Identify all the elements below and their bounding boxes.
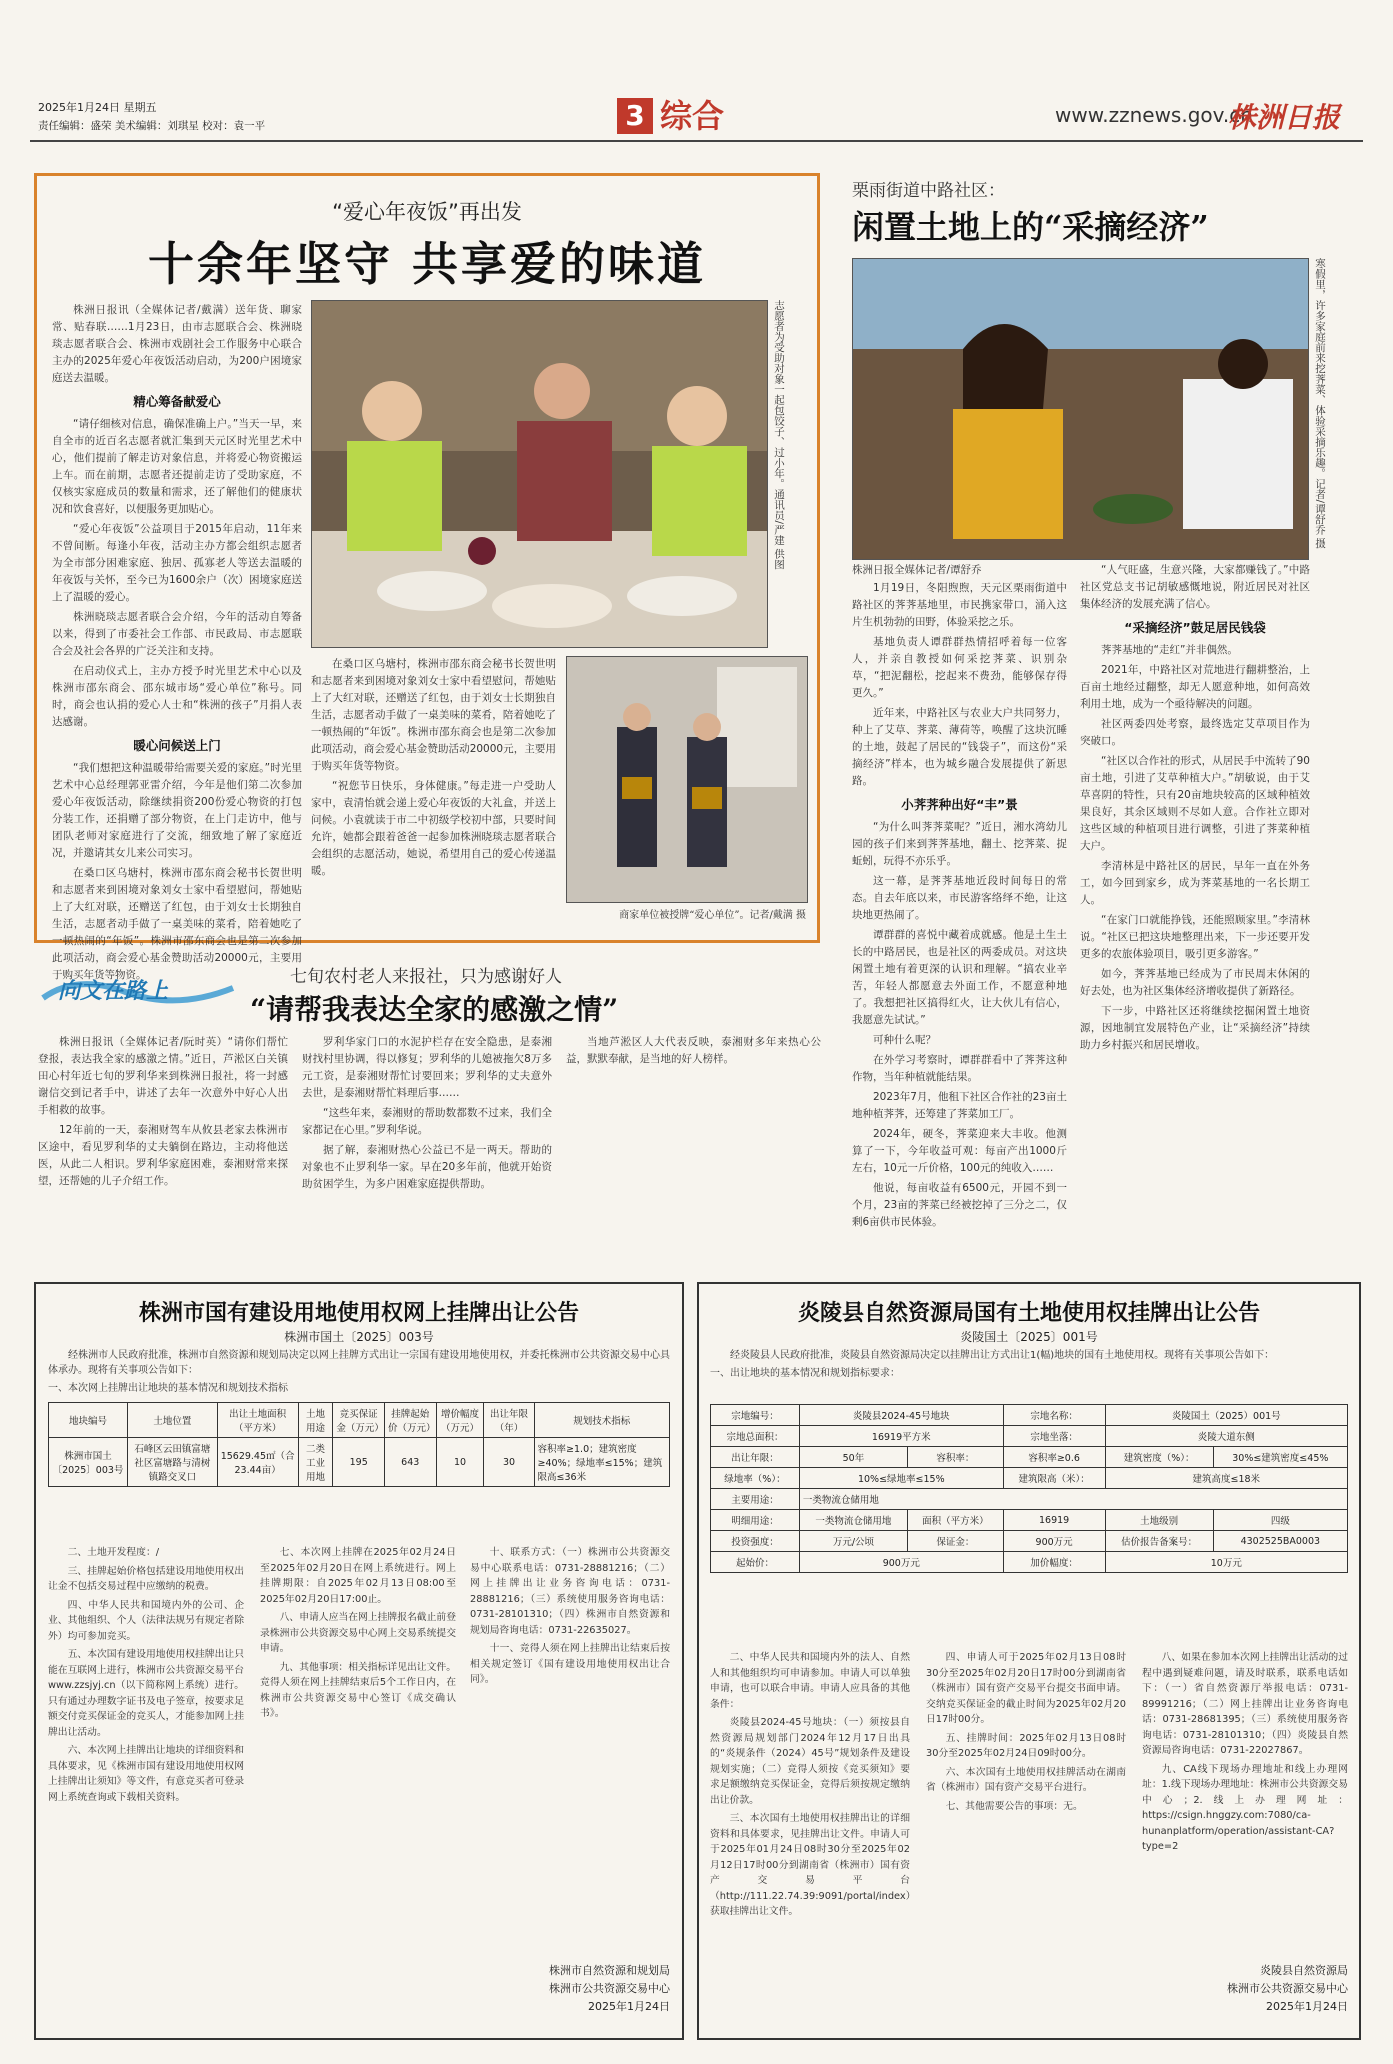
table-cell: 土地级别 — [1105, 1510, 1213, 1531]
table-header-row — [49, 1403, 670, 1438]
table-cell: 一类物流仓储用地 — [799, 1510, 907, 1531]
section-title: 综合 — [660, 97, 725, 135]
notice1-column-1 — [48, 1545, 244, 1975]
notice2-clause: 七、其他需要公告的事项：无。 — [945, 1800, 1083, 1812]
story3-badge — [38, 968, 238, 1010]
table-cell: 四级 — [1213, 1510, 1347, 1531]
table-cell: 主要用途： — [711, 1489, 800, 1510]
notice1-intro-text: 经株洲市人民政府批准，株洲市自然资源和规划局决定以网上挂牌方式出让一宗国有建设用地使用权，并委托株洲市公共资源交易中心具体承办。现将有关事项公告如下： — [48, 1350, 670, 1376]
notice2-column-1 — [710, 1650, 916, 2020]
notice1-column-2 — [260, 1545, 456, 2015]
award-photo-illustration — [567, 657, 807, 902]
story1-paragraph: “祝您节日快乐，身体健康。”每走进一户受助人家中，袁清怡就会递上爱心年夜饭的大礼盒，并送上问候。小袁就读于市二中初级学校初中部，只要时间允许，她都会跟着爸爸一起参加株洲晓琰志愿者联合会组织的志愿活动，她说，希望用自己的爱心传递温暖。 — [311, 780, 556, 877]
story2-kicker: 栗雨街道中路社区： — [852, 181, 1005, 201]
table-header-cell: 出让土地面积（平方米） — [217, 1403, 298, 1438]
notice1-signature — [470, 1962, 670, 2016]
story3-paragraph: 罗利华家门口的水泥护栏存在安全隐患，是泰湘财找村里协调，得以修复；罗利华的儿媳被拖欠8万多元工资，是泰湘财帮忙讨要回来；罗利华的丈夫意外去世，是泰湘财帮忙料理后事…… — [302, 1036, 552, 1099]
story3-headline: “请帮我表达全家的感激之情” — [250, 993, 619, 1026]
table-cell: 万元/公顷 — [799, 1531, 907, 1552]
table-row — [711, 1489, 1348, 1510]
header-rule — [30, 140, 1363, 142]
notice1-title: 株洲市国有建设用地使用权网上挂牌出让公告 — [138, 1301, 579, 1326]
website: www.zznews.gov.cn — [1055, 103, 1253, 127]
story1-subhead-1: 精心筹备献爱心 — [133, 394, 221, 409]
table-cell: 宗地总面积： — [711, 1426, 800, 1447]
story1-paragraph: 在桑口区乌塘村，株洲市邵东商会秘书长贺世明和志愿者来到困境对象刘女士家中看望慰问，帮她贴上了大红对联，还赠送了红包，由于刘女士长期独自生活，志愿者动手做了一桌美味的菜肴，陪着她吃了一顿热闹的“年饭”。株洲市邵东商会也是第二次参加此项活动，商会爱心基金赞助活动20000元，主要用于购买年货等物资。 — [52, 867, 302, 981]
table-cell: 株洲市国土〔2025〕003号 — [49, 1438, 128, 1487]
story1-paragraph: 在启动仪式上，主办方授予时光里艺术中心以及株洲市邵东商会、邵东城市场“爱心单位”称号。同时，商会也认捐的爱心人士和“株洲的孩子”月捐人表达感谢。 — [52, 665, 302, 728]
story2-paragraph: “为什么叫荠荠菜呢？”近日，湘水湾幼儿园的孩子们来到荠荠基地，翻土、挖荠菜、捉蚯蚓，玩得不亦乐乎。 — [852, 821, 1067, 867]
story1-paragraph: “请仔细核对信息，确保准确上户。”当天一早，来自全市的近百名志愿者就汇集到天元区时光里艺术中心，他们提前了解走访对象信息，并将爱心物资搬运上车。而在前期，志愿者还提前走访了受助家庭，不仅核实家庭成员的数量和需求，还了解他们的健康状况和饮食喜好，以便服务更加贴心。 — [52, 418, 302, 515]
story3-paragraph: “这些年来，泰湘财的帮助数都数不过来，我们全家都记在心里。”罗利华说。 — [302, 1107, 552, 1136]
story1-kicker: “爱心年夜饭”再出发 — [332, 200, 522, 224]
story2-paragraph: 这一幕，是荠荠基地近段时间每日的常态。自去年底以来，市民游客络绎不绝，让这块地更热闹了。 — [852, 875, 1067, 921]
table-cell: 30%≤建筑密度≤45% — [1213, 1447, 1347, 1468]
story3-paragraph: 株洲日报讯（全媒体记者/阮时英）“请你们帮忙登报，表达我全家的感激之情。”近日，芦淞区白关镇田心村年近七旬的罗利华来到株洲日报社，将一封感谢信交到记者手中，讲述了去年一次意外中好心人出手相救的故事。 — [38, 1036, 288, 1116]
notice1-clause: 二、土地开发程度：/ — [67, 1547, 160, 1558]
story2-paragraph: 可种什么呢？ — [873, 1034, 936, 1046]
notice1-column-3 — [470, 1545, 670, 1945]
story2-headline: 闲置土地上的“采摘经济” — [852, 208, 1209, 246]
table-header-cell: 竞买保证金（万元） — [333, 1403, 385, 1438]
story2-paragraph: “在家门口就能挣钱，还能照顾家里。”李清林说。“社区已把这块地整理出来，下一步还要开发更多的农旅体验项目，吸引更多游客。” — [1080, 914, 1310, 960]
notice2-clause: 六、本次国有土地使用权挂牌活动在湖南省（株洲市）国有资产交易平台进行。 — [926, 1766, 1126, 1793]
table-cell: 一类物流仓储用地 — [799, 1489, 1347, 1510]
story1-lead: 株洲日报讯（全媒体记者/戴满）送年货、聊家常、贴春联……1月23日，由市志愿联合会、株洲晓琰志愿者联合会、株洲市戏剧社会工作服务中心联合主办的2025年爱心年夜饭活动启动，为200户困境家庭送去温暖。 — [52, 304, 302, 384]
notice2-clause: 五、挂牌时间：2025年02月13日08时30分至2025年02月24日09时00分。 — [926, 1732, 1126, 1759]
table-cell: 炎陵国土（2025）001号 — [1105, 1405, 1347, 1426]
notice1-clause: 四、中华人民共和国境内外的公司、企业、其他组织、个人（法律法规另有规定者除外）均可参加竞买。 — [48, 1599, 244, 1642]
notice2-signature — [1142, 1962, 1348, 2016]
table-cell: 估价报告备案号： — [1105, 1531, 1213, 1552]
table-cell: 195 — [333, 1438, 385, 1487]
notice1-clause: 八、申请人应当在网上挂牌报名截止前登录株洲市公共资源交易中心网上交易系统提交申请。 — [260, 1612, 456, 1654]
story1-paragraph: 在桑口区乌塘村，株洲市邵东商会秘书长贺世明和志愿者来到困境对象刘女士家中看望慰问，帮她贴上了大红对联，还赠送了红包，由于刘女士长期独自生活，志愿者动手做了一桌美味的菜肴，陪着她吃了一顿热闹的“年饭”。株洲市邵东商会也是第二次参加此项活动，商会爱心基金赞助活动20000元，主要用于购买年货等物资。 — [311, 658, 556, 772]
story2-left-column — [852, 580, 1067, 1270]
story2-paragraph: 社区两委四处考察，最终选定艾草项目作为突破口。 — [1080, 718, 1310, 747]
table-cell: 容积率≥1.0；建筑密度≥40%；绿地率≤15%；建筑限高≤36米 — [534, 1438, 669, 1487]
notice1-clause: 十、联系方式：（一）株洲市公共资源交易中心联系电话：0731-28881216；（二）网上挂牌出让业务咨询电话：0731-28881216；（三）系统使用服务咨询电话：0731-28101310；（四）株洲市自然资源和规划局咨询电话：0731-22635027。 — [470, 1547, 670, 1636]
story2-paragraph: “社区以合作社的形式，从居民手中流转了90亩土地，引进了艾草种植大户。”胡敏说，由于艾草喜阴的特性，只有20亩地块较高的区域种植效果良好，其余区域则不尽如人意。合作社立即对这些区域的种植项目进行调整，引进了荠菜种植大户。 — [1080, 755, 1310, 852]
story1-photo-dinner — [311, 300, 768, 648]
story3-paragraph: 当地芦淞区人大代表反映，泰湘财多年来热心公益，默默奉献，是当地的好人榜样。 — [566, 1036, 821, 1065]
notice2-column-2 — [926, 1650, 1126, 2020]
story3-column-3 — [566, 1034, 821, 1264]
notice2-column-3 — [1142, 1650, 1348, 1960]
notice2-intro-text: 经炎陵县人民政府批准，炎陵县自然资源局决定以挂牌出让方式出让1(幅)地块的国有土地使用权。现将有关事项公告如下： — [730, 1350, 1275, 1361]
table-header-cell: 土地位置 — [128, 1403, 218, 1438]
story3-paragraph: 12年前的一天，泰湘财驾车从攸县老家去株洲市区途中，看见罗利华的丈夫躺倒在路边，主动将他送医，从此二人相识。罗利华家庭困难，泰湘财常来探望，还帮她的儿子介绍工作。 — [38, 1124, 288, 1187]
story2-paragraph: 2023年7月，他租下社区合作社的23亩土地种植荠荠，还筹建了荠菜加工厂。 — [852, 1091, 1067, 1120]
story2-paragraph: “人气旺盛，生意兴隆，大家都赚钱了。”中路社区党总支书记胡敏感慨地说，附近居民对社区集体经济的发展充满了信心。 — [1080, 564, 1310, 610]
page-number: 3 — [617, 98, 653, 134]
table-cell: 保证金： — [907, 1531, 1003, 1552]
story2-paragraph: 下一步，中路社区还将继续挖掘闲置土地资源，因地制宜发展特色产业，让“采摘经济”持续助力乡村振兴和居民增收。 — [1080, 1005, 1310, 1051]
table-cell: 面积（平方米） — [907, 1510, 1003, 1531]
story2-paragraph: 1月19日，冬阳煦煦，天元区栗雨街道中路社区的荠荠基地里，市民携家带口，涌入这片生机勃勃的田野，体验采挖之乐。 — [852, 582, 1067, 628]
notice1-section1: 一、本次网上挂牌出让地块的基本情况和规划技术指标 — [48, 1383, 288, 1394]
table-cell: 建筑高度≤18米 — [1105, 1468, 1347, 1489]
notice2-intro — [710, 1348, 1348, 1404]
table-cell: 石峰区云田镇富塘社区富塘路与清树镇路交叉口 — [128, 1438, 218, 1487]
notice2-clause: 二、中华人民共和国境内外的法人、自然人和其他组织均可申请参加。申请人可以单独申请，也可以联合申请。申请人应具备的其他条件： — [710, 1652, 910, 1710]
notice1-clause: 七、本次网上挂牌在2025年02月24日至2025年02月20日在网上系统进行。网上挂牌期限：自2025年02月13日08:00至2025年02月20日17:00止。 — [260, 1547, 456, 1605]
story2-photo-harvest — [852, 258, 1309, 560]
table-cell: 10万元 — [1105, 1552, 1347, 1573]
story1-left-column — [52, 302, 302, 981]
table-cell: 10 — [436, 1438, 484, 1487]
table-header-cell: 规划技术指标 — [534, 1403, 669, 1438]
story2-paragraph: 在外学习考察时，谭群群看中了荠荠这种作物，当年种植就能结果。 — [852, 1054, 1067, 1083]
notice2-clause: 三、本次国有土地使用权挂牌出让的详细资料和具体要求，见挂牌出让文件。申请人可于2025年01月24日08时30分至2025年02月12日17时00分到湖南省（株洲市）国有资产交易平台（http://111.22.74.39:9091/portal/index）获取挂牌出让文件。 — [710, 1813, 916, 1917]
story3-column-1 — [38, 1034, 288, 1264]
table-cell: 容积率≥0.6 — [1003, 1447, 1105, 1468]
harvest-photo-illustration — [853, 259, 1308, 559]
table-cell: 炎陵大道东侧 — [1105, 1426, 1347, 1447]
notice2-clause: 四、申请人可于2025年02月13日08时30分至2025年02月20日17时00分到湖南省（株洲市）国有资产交易平台提交书面申请。交纳竞买保证金的截止时间为2025年02月20日17时00分。 — [926, 1652, 1126, 1725]
notice2-table — [710, 1404, 1348, 1573]
notice2-title: 炎陵县自然资源局国有土地使用权挂牌出让公告 — [797, 1301, 1260, 1326]
story1-subhead-2: 暖心问候送上门 — [133, 738, 221, 753]
notice2-section1: 一、出让地块的基本情况和规划指标要求： — [710, 1368, 900, 1379]
masthead-logo: 株洲日报 — [1228, 101, 1341, 134]
story2-paragraph: 2024年，硬冬，荠菜迎来大丰收。他测算了一下，今年收益可观：每亩产出1000斤左右，10元一斤价格，100元的纯收入…… — [852, 1128, 1067, 1174]
story2-subhead-1: 小荠荠种出好“丰”景 — [901, 797, 1018, 812]
table-cell: 4302525BA0003 — [1213, 1531, 1347, 1552]
story2-subhead-2: “采摘经济”鼓足居民钱袋 — [1124, 620, 1266, 635]
notice1-clause: 五、本次国有建设用地使用权挂牌出让只能在互联网上进行，株洲市公共资源交易平台www.zzsjyj.cn（以下简称网上系统）进行。只有通过办理数字证书及电子签章，按要求足额交付竞买保证金的竞买人，才能参加网上挂牌出让活动。 — [48, 1649, 244, 1738]
date-line: 2025年1月24日 星期五 — [38, 101, 157, 114]
story1-paragraph: 株洲晓琰志愿者联合会介绍，今年的活动自筹备以来，得到了市委社会工作部、市民政局、市志愿联合会及社会各界的广泛关注和支持。 — [52, 611, 302, 657]
table-header-cell: 出让年限（年） — [484, 1403, 534, 1438]
story2-paragraph: 他说，每亩收益有6500元，开园不到一个月，23亩的荠菜已经被挖掉了三分之二，仅剩6亩供市民体验。 — [852, 1182, 1067, 1228]
story1-photo2-caption: 商家单位被授牌“爱心单位”。记者/戴满 摄 — [619, 910, 806, 921]
table-cell: 900万元 — [799, 1552, 1003, 1573]
notice1-clause: 三、挂牌起始价格包括建设用地使用权出让金不包括交易过程中应缴纳的税费。 — [48, 1565, 244, 1592]
notice1-intro — [48, 1348, 670, 1400]
table-row — [711, 1552, 1348, 1573]
table-cell: 50年 — [799, 1447, 907, 1468]
notice2-date: 2025年1月24日 — [1266, 2000, 1348, 2013]
table-cell: 900万元 — [1003, 1531, 1105, 1552]
editor-line: 责任编辑：盛荣 美术编辑：刘琪星 校对：袁一平 — [38, 120, 266, 132]
notice1-clause: 六、本次网上挂牌出让地块的详细资料和具体要求，见《株洲市国有建设用地使用权网上挂牌出让须知》等文件，有意竞买者可登录网上系统查询或下载相关资料。 — [48, 1745, 244, 1803]
notice1-table — [48, 1402, 670, 1487]
table-row — [711, 1468, 1348, 1489]
story2-right-column — [1080, 562, 1310, 1270]
notice2-signer-1: 炎陵县自然资源局 — [1260, 1964, 1348, 1977]
table-row — [711, 1531, 1348, 1552]
story2-paragraph: 基地负责人谭群群热情招呼着每一位客人，并亲自教授如何采挖荠菜、识别杂草，“把泥翻松，挖起来不费劲，能够保存得更久。” — [852, 636, 1067, 699]
table-cell: 10%≤绿地率≤15% — [799, 1468, 1003, 1489]
table-header-cell: 增价幅度（万元） — [436, 1403, 484, 1438]
notice1-clause: 十一、竞得人须在网上挂牌出让结束后按相关规定签订《国有建设用地使用权出让合同》。 — [470, 1643, 670, 1685]
table-header-cell: 地块编号 — [49, 1403, 128, 1438]
story3-badge-label: 向文在路上 — [58, 979, 169, 1004]
table-row — [49, 1438, 670, 1487]
table-cell: 出让年限： — [711, 1447, 800, 1468]
table-cell: 二类工业用地 — [298, 1438, 333, 1487]
table-cell: 15629.45㎡（合23.44亩） — [217, 1438, 298, 1487]
table-cell: 加价幅度： — [1003, 1552, 1105, 1573]
table-cell: 宗地坐落： — [1003, 1426, 1105, 1447]
notice2-clause: 八、如果在参加本次网上挂牌出让活动的过程中遇到疑难问题，请及时联系，联系电话如下：（一）省自然资源厅举报电话：0731-89991216；（二）网上挂牌出让业务咨询电话：0731-28681395；（三）系统使用服务咨询电话：0731-28101310；（四）炎陵县自然资源局咨询电话：0731-22027867。 — [1142, 1652, 1348, 1756]
story1-photo-award — [566, 656, 808, 903]
table-cell: 投资强度： — [711, 1531, 800, 1552]
table-cell: 30 — [484, 1438, 534, 1487]
story1-photo1-caption: 志愿者为受助对象一起包饺子、过小年。通讯员/严建 供图 — [773, 300, 785, 570]
table-header-cell: 挂牌起始价（万元） — [384, 1403, 436, 1438]
notice2-clause: 九、CA线下现场办理地址和线上办理网址：1.线下现场办理地址：株洲市公共资源交易中心；2.线上办理网址：https://csign.hnggzy.com:7080/ca-hunanplatform/operation/assistant-CA?type=2 — [1142, 1763, 1348, 1852]
story2-paragraph: 荠荠基地的“走红”并非偶然。 — [1101, 644, 1238, 656]
table-cell: 起始价： — [711, 1552, 800, 1573]
story3-paragraph: 据了解，泰湘财热心公益已不是一两天。帮助的对象也不止罗利华一家。早在20多年前，他就开始资助贫困学生，为多户困难家庭提供帮助。 — [302, 1144, 552, 1190]
notice2-signer-2: 株洲市公共资源交易中心 — [1227, 1982, 1348, 1995]
notice1-date: 2025年1月24日 — [588, 2000, 670, 2013]
story2-photo-caption: 寒假里，许多家庭前来挖荠菜、体验采摘乐趣。记者/谭舒乔 摄 — [1314, 258, 1326, 549]
table-row — [711, 1510, 1348, 1531]
table-cell: 建筑密度（%）： — [1105, 1447, 1213, 1468]
table-row — [711, 1447, 1348, 1468]
story1-paragraph: “爱心年夜饭”公益项目于2015年启动，11年来不曾间断。每逢小年夜，活动主办方都会组织志愿者为全市部分困难家庭、独居、孤寡老人等送去温暖的年夜饭与关怀，至今已为1600余户（次）困境家庭送上了温暖的爱心。 — [52, 523, 302, 603]
table-cell: 643 — [384, 1438, 436, 1487]
notice1-signer-2: 株洲市公共资源交易中心 — [549, 1982, 670, 1995]
story1-headline: 十余年坚守 共享爱的味道 — [147, 237, 706, 291]
table-cell: 16919平方米 — [799, 1426, 1003, 1447]
notice1-signer-1: 株洲市自然资源和规划局 — [549, 1964, 670, 1977]
story2-paragraph: 近年来，中路社区与农业大户共同努力，种上了艾草、荠菜、薄荷等，唤醒了这块沉睡的土地，鼓起了居民的“钱袋子”，而这份“采摘经济”样本，也为城乡融合发展提供了新思路。 — [852, 707, 1067, 787]
table-cell: 容积率： — [907, 1447, 1003, 1468]
story1-paragraph: “我们想把这种温暖带给需要关爱的家庭。”时光里艺术中心总经理郭亚雷介绍，今年是他们第二次参加爱心年夜饭活动，除继续捐资200份爱心物资的打包分装工作，还捐赠了部分物资，在上门走访中，他与团队老师对家庭进行了交流，细致地了解了家庭近况，并邀请其女儿来公司实习。 — [52, 762, 302, 859]
story2-paragraph: 如今，荠荠基地已经成为了市民周末休闲的好去处，也为社区集体经济增收提供了新路径。 — [1080, 968, 1310, 997]
table-cell: 建筑限高（米）： — [1003, 1468, 1105, 1489]
story3-column-2 — [302, 1034, 552, 1264]
table-cell: 16919 — [1003, 1510, 1105, 1531]
table-cell: 宗地编号： — [711, 1405, 800, 1426]
dinner-photo-illustration — [312, 301, 767, 647]
story2-paragraph: 2021年，中路社区对荒地进行翻耕整治，上百亩土地经过翻整，却无人愿意种地，如何高效利用土地，成为一个亟待解决的问题。 — [1080, 664, 1310, 710]
table-cell: 绿地率（%）： — [711, 1468, 800, 1489]
table-cell: 明细用途： — [711, 1510, 800, 1531]
table-header-cell: 土地用途 — [298, 1403, 333, 1438]
story2-paragraph: 李清林是中路社区的居民，早年一直在外务工，如今回到家乡，成为荠菜基地的一名长期工人。 — [1080, 860, 1310, 906]
table-cell: 宗地名称： — [1003, 1405, 1105, 1426]
table-row — [711, 1426, 1348, 1447]
story2-paragraph: 谭群群的喜悦中藏着成就感。他是土生土长的中路居民，也是社区的两委成员。对这块闲置土地有着更深的认识和理解。“搞农业辛苦，年轻人都愿意去外面工作，不愿意种地了。我想把社区搞得红火，让大伙儿有信心，我愿意先试试。” — [852, 929, 1067, 1026]
notice1-clause: 九、其他事项：相关指标详见出让文件。竞得人须在网上挂牌结束后5个工作日内，在株洲市公共资源交易中心签订《成交确认书》。 — [260, 1661, 456, 1719]
notice1-number: 株洲市国土〔2025〕003号 — [284, 1330, 434, 1344]
story2-byline: 株洲日报全媒体记者/谭舒乔 — [852, 564, 982, 576]
table-cell: 炎陵县2024-45号地块 — [799, 1405, 1003, 1426]
table-row — [711, 1405, 1348, 1426]
notice2-clause: 炎陵县2024-45号地块：（一）须按县自然资源局规划部门2024年12月17日出具的“炎规条件（2024）45号”规划条件及建设规划实施；（二）竞得人须按《竞买须知》要求足额缴纳竞买保证金，竞得后须按规定缴纳出让价款。 — [710, 1717, 910, 1806]
notice2-number: 炎陵国土〔2025〕001号 — [960, 1330, 1098, 1344]
story3-kicker: 七旬农村老人来报社，只为感谢好人 — [290, 967, 562, 987]
story1-middle-column — [311, 656, 556, 926]
